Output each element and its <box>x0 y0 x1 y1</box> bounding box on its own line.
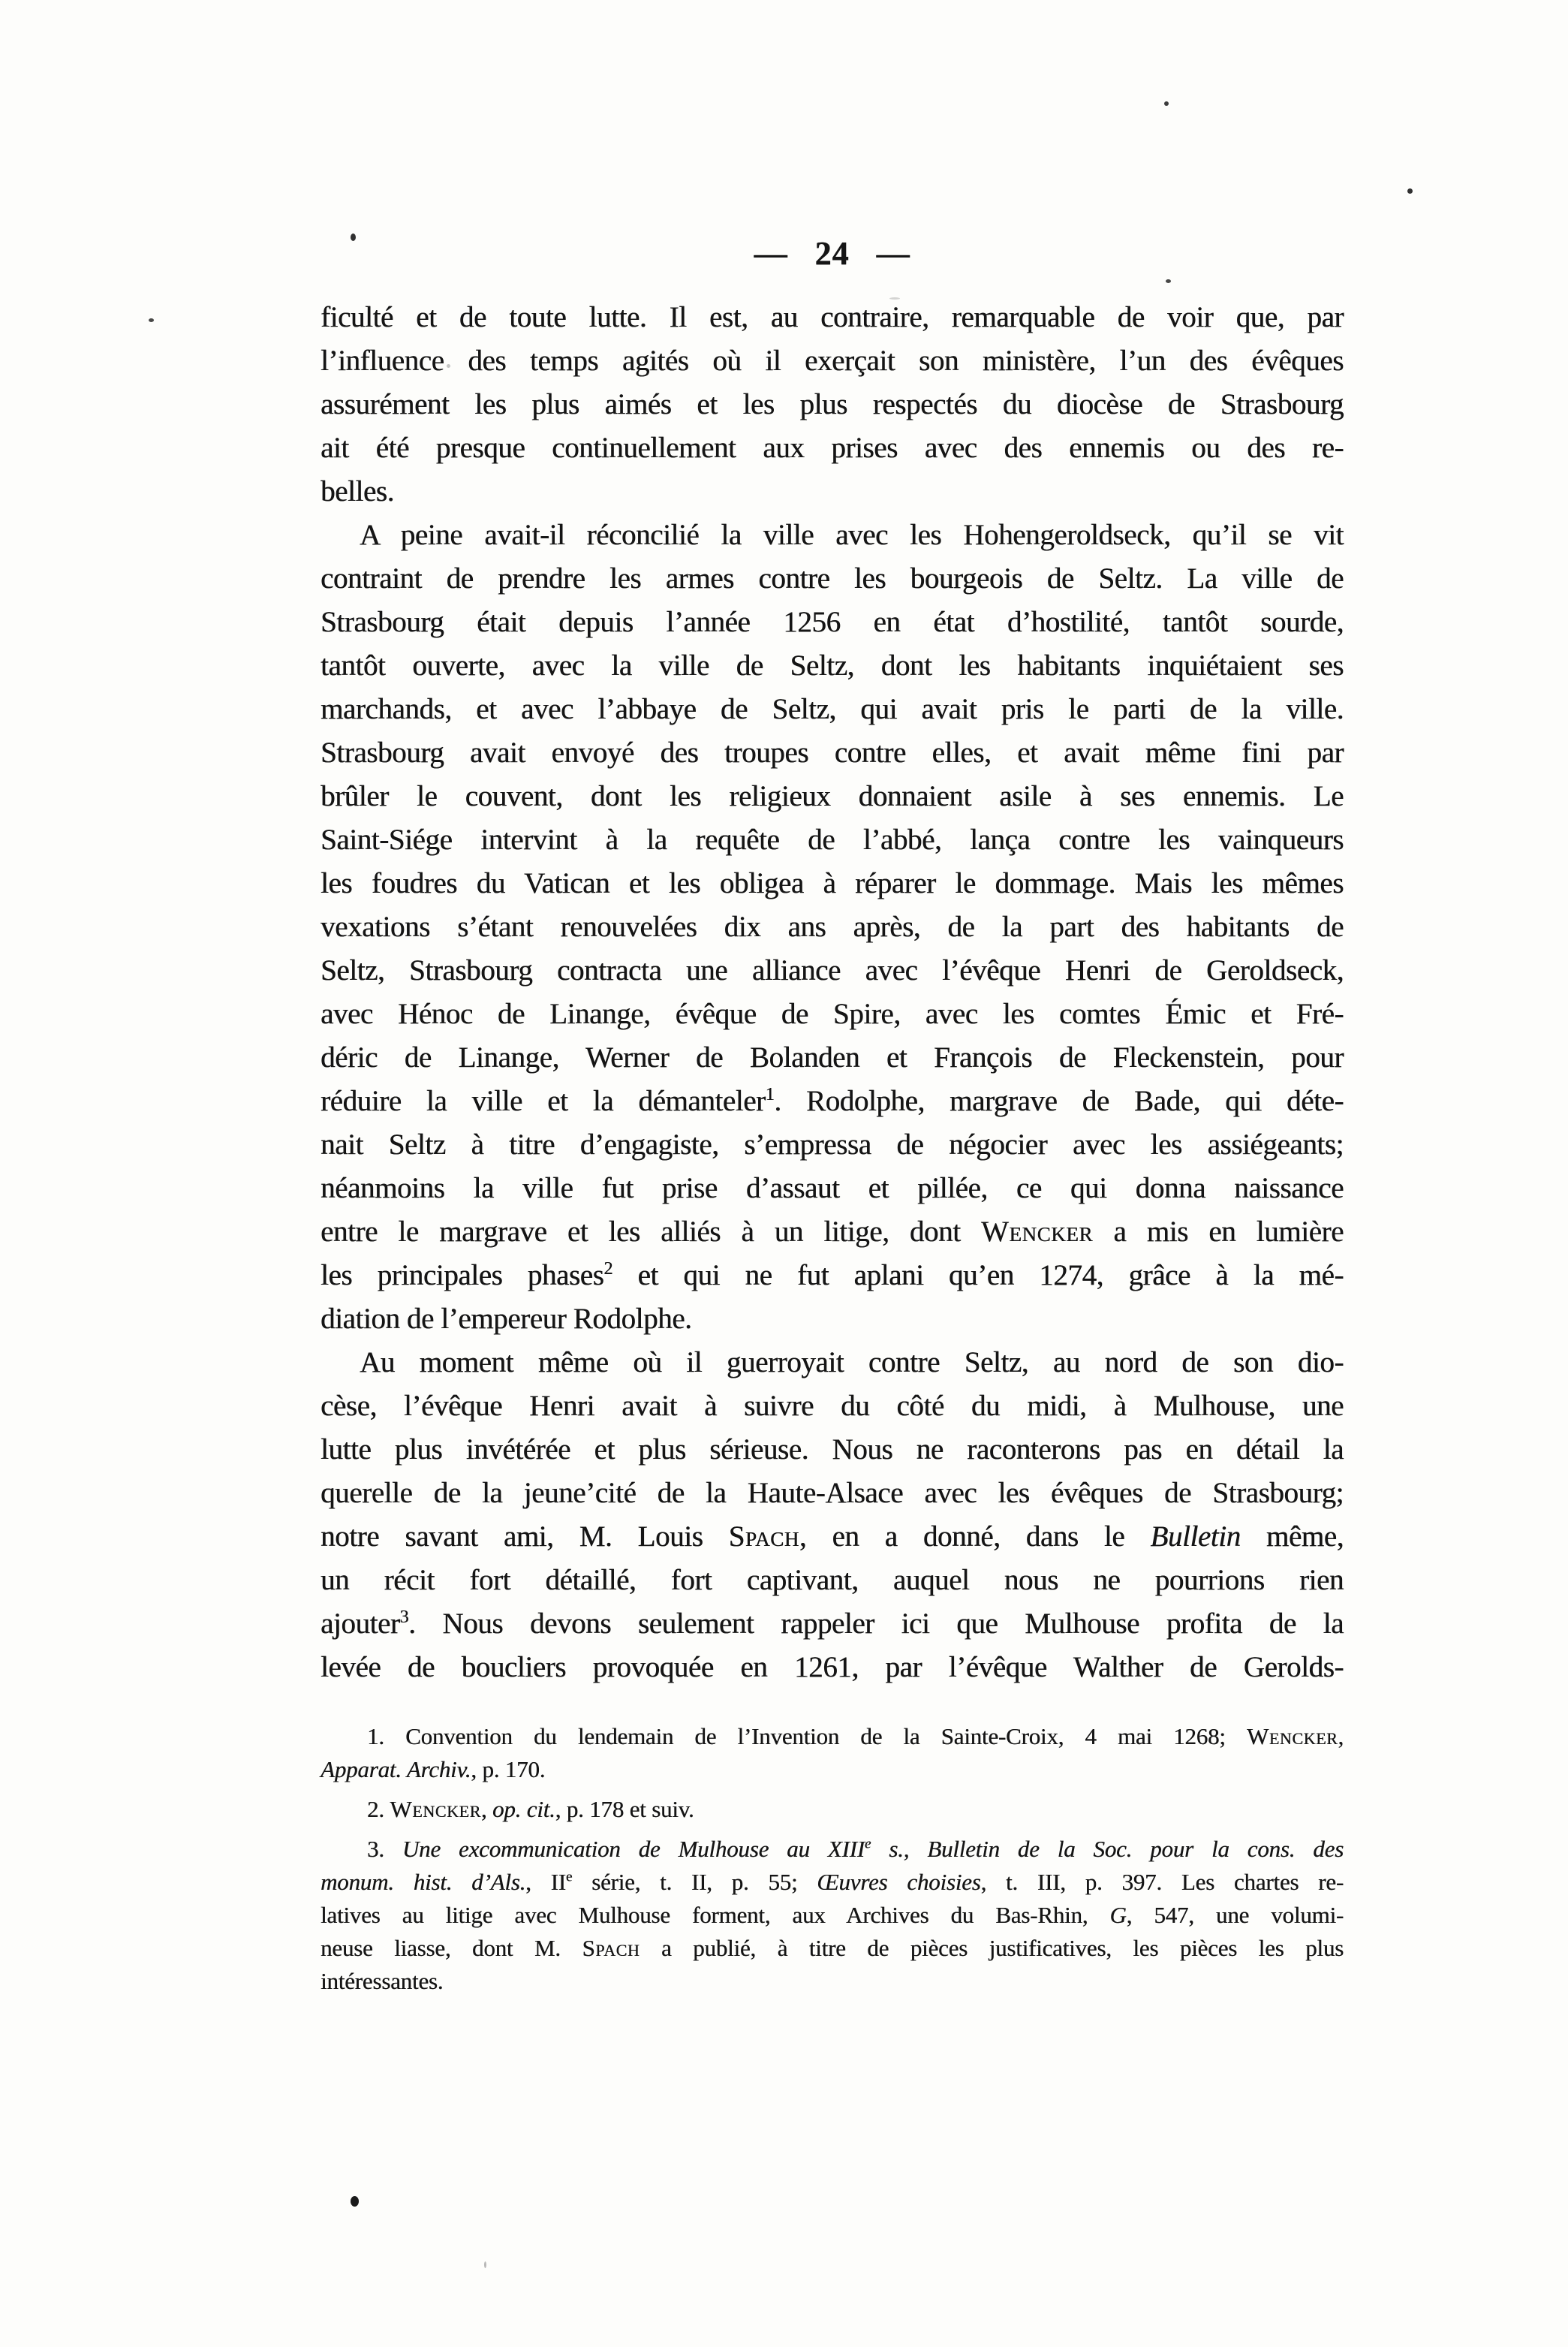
page-number-right-dash: — <box>876 235 910 272</box>
footnotes <box>321 1720 1344 2005</box>
ink-speck <box>351 2196 359 2207</box>
text-line: l’influence des temps agités où il exerçait son ministère, l’un des évêques <box>321 345 1344 377</box>
text-line: ficulté et de toute lutte. Il est, au contraire, remarquable de voir que, par <box>321 301 1344 333</box>
text-line: 2. Wencker, op. cit., p. 178 et suiv. <box>367 1796 694 1822</box>
text-line: contraint de prendre les armes contre les bourgeois de Seltz. La ville de <box>321 562 1344 595</box>
text-line: vexations s’étant renouvelées dix ans après, de la part des habitants de <box>321 911 1344 943</box>
text-line: néanmoins la ville fut prise d’assaut et pillée, ce qui donna naissance <box>321 1172 1344 1204</box>
ink-speck <box>1164 101 1169 106</box>
ink-speck <box>889 297 900 300</box>
page-number-left-dash: — <box>754 235 788 272</box>
text-line: diation de l’empereur Rodolphe. <box>321 1303 692 1335</box>
text-line: monum. hist. d’Als., IIe série, t. II, p. 55; Œuvres choisies, t. III, p. 397. Les chartes re- <box>321 1869 1344 1895</box>
page-number-value: 24 <box>814 235 850 272</box>
ink-speck <box>149 318 154 322</box>
text-line: Strasbourg était depuis l’année 1256 en état d’hostilité, tantôt sourde, <box>321 606 1344 638</box>
text-line: déric de Linange, Werner de Bolanden et François de Fleckenstein, pour <box>321 1041 1344 1074</box>
text-line: assurément les plus aimés et les plus respectés du diocèse de Strasbourg <box>321 388 1344 420</box>
text-line: tantôt ouverte, avec la ville de Seltz, dont les habitants inquiétaient ses <box>321 649 1344 682</box>
text-line: un récit fort détaillé, fort captivant, auquel nous ne pourrions rien <box>321 1564 1344 1596</box>
ink-speck <box>447 364 450 368</box>
footnote <box>321 1720 1344 1786</box>
text-line: Au moment même où il guerroyait contre Seltz, au nord de son dio- <box>360 1346 1344 1378</box>
text-line: entre le margrave et les alliés à un litige, dont Wencker a mis en lumière <box>321 1216 1344 1248</box>
text-line: les principales phases$^2$ et qui ne fut aplani qu’en 1274, grâce à la mé- <box>321 1258 1344 1291</box>
text-line: brûler le couvent, dont les religieux donnaient asile à ses ennemis. Le <box>321 780 1344 812</box>
text-line: 1. Convention du lendemain de l’Invention de la Sainte-Croix, 4 mai 1268; Wencker, <box>367 1723 1344 1749</box>
ink-speck <box>1407 188 1413 194</box>
text-line: latives au litige avec Mulhouse forment, aux Archives du Bas-Rhin, G, 547, une volumi- <box>321 1902 1344 1928</box>
text-line: Strasbourg avait envoyé des troupes contre elles, et avait même fini par <box>321 737 1344 769</box>
paragraph <box>321 514 1344 1341</box>
footnote <box>321 1793 1344 1826</box>
paragraph <box>321 1341 1344 1689</box>
text-line: lutte plus invétérée et plus sérieuse. Nous ne raconterons pas en détail la <box>321 1433 1344 1466</box>
text-line: querelle de la jeune’cité de la Haute-Alsace avec les évêques de Strasbourg; <box>321 1477 1344 1509</box>
text-line: ajouter$^3$. Nous devons seulement rappeler ici que Mulhouse profita de la <box>321 1607 1344 1640</box>
ink-speck <box>1166 279 1171 283</box>
text-line: intéressantes. <box>321 1968 444 1994</box>
ink-speck <box>484 2261 486 2268</box>
footnote <box>321 1833 1344 1998</box>
text-line: Apparat. Archiv., p. 170. <box>321 1756 546 1782</box>
text-line: ait été presque continuellement aux prises avec des ennemis ou des re- <box>321 432 1344 464</box>
text-line: neuse liasse, dont M. Spach a publié, à titre de pièces justificatives, les pièces les plus <box>321 1935 1344 1961</box>
text-line: notre savant ami, M. Louis Spach, en a donné, dans le Bulletin même, <box>321 1520 1344 1553</box>
text-line: levée de boucliers provoquée en 1261, par l’évêque Walther de Gerolds- <box>321 1651 1344 1683</box>
main-text <box>321 296 1344 1689</box>
text-line: avec Hénoc de Linange, évêque de Spire, avec les comtes Émic et Fré- <box>321 998 1344 1030</box>
ink-speck <box>351 233 356 241</box>
text-line: marchands, et avec l’abbaye de Seltz, qui avait pris le parti de la ville. <box>321 693 1344 725</box>
text-line: cèse, l’évêque Henri avait à suivre du côté du midi, à Mulhouse, une <box>321 1390 1344 1422</box>
text-line: les foudres du Vatican et les obligea à réparer le dommage. Mais les mêmes <box>321 867 1344 899</box>
text-line: nait Seltz à titre d’engagiste, s’empressa de négocier avec les assiégeants; <box>321 1128 1344 1161</box>
paragraph <box>321 296 1344 514</box>
text-line: belles. <box>321 475 394 508</box>
page-number <box>321 234 1344 273</box>
text-line: 3. Une excommunication de Mulhouse au XIIIe s., Bulletin de la Soc. pour la cons. des <box>367 1836 1344 1862</box>
text-line: Seltz, Strasbourg contracta une alliance avec l’évêque Henri de Geroldseck, <box>321 954 1344 987</box>
text-line: réduire la ville et la démanteler$^1$. Rodolphe, margrave de Bade, qui déte- <box>321 1084 1344 1117</box>
text-line: A peine avait-il réconcilié la ville avec les Hohengeroldseck, qu’il se vit <box>360 519 1344 551</box>
text-line: Saint-Siége intervint à la requête de l’abbé, lança contre les vainqueurs <box>321 824 1344 856</box>
